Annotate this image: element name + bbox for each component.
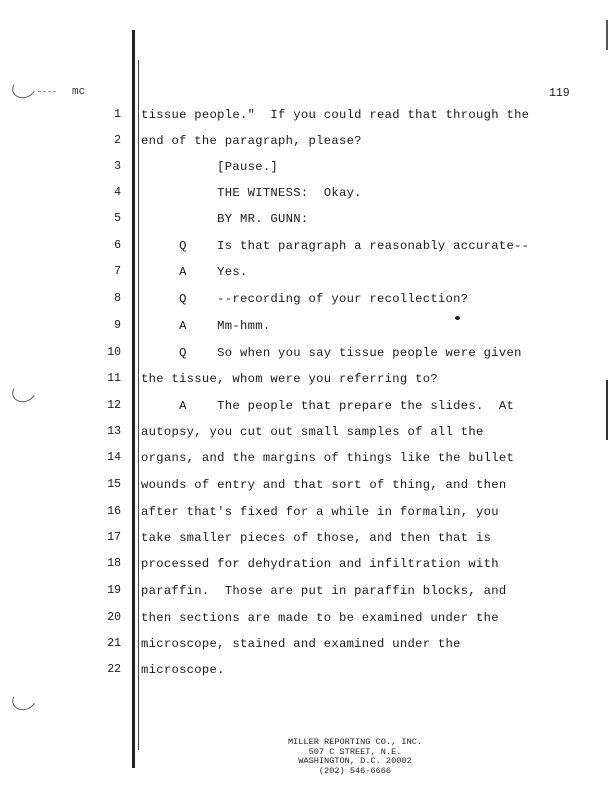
line-text: [Pause.] xyxy=(141,160,279,174)
transcript-line xyxy=(0,239,600,259)
transcript-line xyxy=(0,478,600,498)
transcript-line xyxy=(0,557,600,577)
line-text: THE WITNESS: Okay. xyxy=(141,186,362,200)
transcript-line xyxy=(0,265,600,285)
punch-hole-icon xyxy=(9,74,38,101)
line-number: 7 xyxy=(114,265,121,278)
line-number: 1 xyxy=(114,108,121,121)
transcript-line xyxy=(0,425,600,445)
line-text: organs, and the margins of things like the bullet xyxy=(141,451,515,465)
line-text: after that's fixed for a while in formalin, you xyxy=(141,505,499,519)
line-number: 3 xyxy=(114,160,121,173)
line-text: BY MR. GUNN: xyxy=(141,212,309,226)
transcript-line xyxy=(0,611,600,631)
line-text: processed for dehydration and infiltration with xyxy=(141,557,499,571)
line-text: paraffin. Those are put in paraffin blocks, and xyxy=(141,584,507,598)
transcript-line xyxy=(0,346,600,366)
line-number: 10 xyxy=(107,346,121,359)
line-text: A The people that prepare the slides. At xyxy=(141,399,515,413)
line-text: A Yes. xyxy=(141,265,248,279)
punch-hole-icon xyxy=(9,686,38,713)
transcript-line xyxy=(0,451,600,471)
transcript-line xyxy=(0,505,600,525)
transcript-line xyxy=(0,292,600,312)
transcript-line xyxy=(0,584,600,604)
line-text: take smaller pieces of those, and then that is xyxy=(141,531,492,545)
line-text: microscope, stained and examined under the xyxy=(141,637,461,651)
line-text: microscope. xyxy=(141,663,225,677)
transcript-line xyxy=(0,319,600,339)
reporting-company-footer xyxy=(240,738,470,776)
line-number: 14 xyxy=(107,451,121,464)
line-text: the tissue, whom were you referring to? xyxy=(141,372,438,386)
transcript-line xyxy=(0,372,600,392)
footer-street: 507 C STREET, N.E. xyxy=(308,746,402,757)
transcript-line xyxy=(0,160,600,180)
line-number: 5 xyxy=(114,212,121,225)
transcript-line xyxy=(0,663,600,683)
transcript-line xyxy=(0,637,600,657)
line-text: end of the paragraph, please? xyxy=(141,134,362,148)
right-edge-mark-top xyxy=(606,20,608,50)
transcript-line xyxy=(0,134,600,154)
line-number: 20 xyxy=(107,611,121,624)
line-number: 4 xyxy=(114,186,121,199)
footer-company: MILLER REPORTING CO., INC. xyxy=(287,737,423,747)
page-number: 119 xyxy=(549,87,570,100)
line-number: 15 xyxy=(107,478,121,491)
line-number: 13 xyxy=(107,425,121,438)
line-number: 9 xyxy=(114,319,121,332)
line-number: 11 xyxy=(107,372,121,385)
punch-hole-dash xyxy=(38,91,56,93)
transcript-line xyxy=(0,108,600,128)
line-number: 8 xyxy=(114,292,121,305)
line-number: 2 xyxy=(114,134,121,147)
line-number: 6 xyxy=(114,239,121,252)
line-text: autopsy, you cut out small samples of all the xyxy=(141,425,484,439)
line-text: wounds of entry and that sort of thing, and then xyxy=(141,478,507,492)
line-text: then sections are made to be examined under the xyxy=(141,611,499,625)
line-text: A Mm-hmm. xyxy=(141,319,271,333)
line-text: Q So when you say tissue people were given xyxy=(141,346,522,360)
line-number: 21 xyxy=(107,637,121,650)
line-number: 22 xyxy=(107,663,121,676)
right-edge-mark xyxy=(606,380,608,440)
line-number: 12 xyxy=(107,399,121,412)
transcript-line xyxy=(0,186,600,206)
reporter-initials: mc xyxy=(72,86,86,98)
transcript-line xyxy=(0,531,600,551)
line-text: Q --recording of your recollection? xyxy=(141,292,469,306)
line-number: 18 xyxy=(107,557,121,570)
transcript-line xyxy=(0,212,600,232)
line-number: 17 xyxy=(107,531,121,544)
line-text: Q Is that paragraph a reasonably accurate-- xyxy=(141,239,530,253)
footer-phone: (202) 546-6666 xyxy=(318,765,392,776)
line-text: tissue people." If you could read that through the xyxy=(141,108,530,122)
footer-city: WASHINGTON, D.C. 20002 xyxy=(298,756,412,767)
transcript-line xyxy=(0,399,600,419)
line-number: 16 xyxy=(107,505,121,518)
line-number: 19 xyxy=(107,584,121,597)
